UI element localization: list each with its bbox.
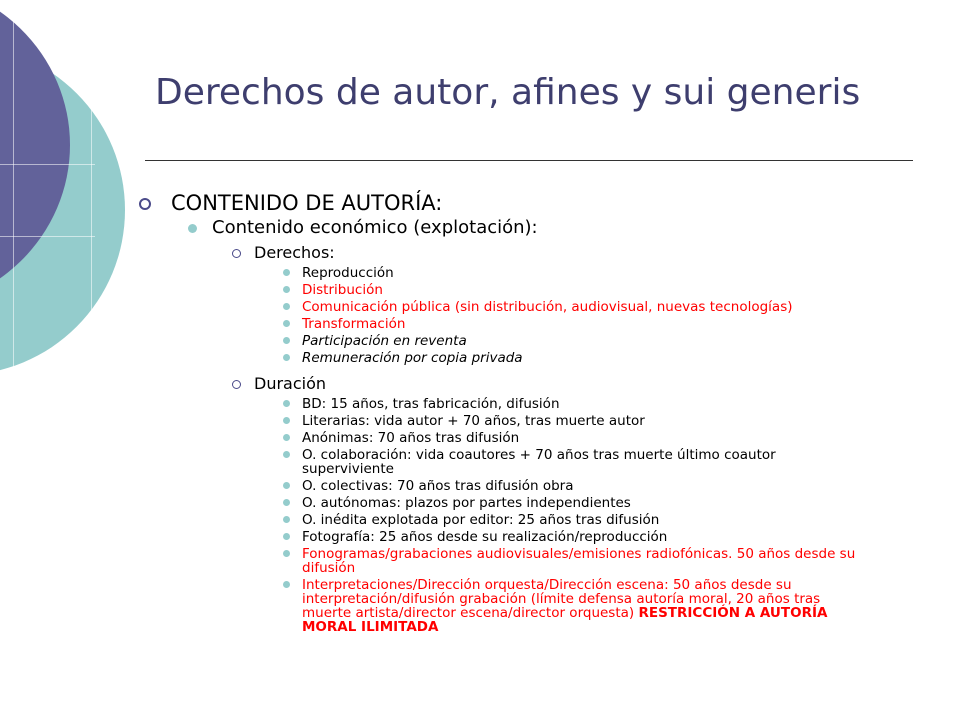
restriction-emphasis: RESTRICCIÓN A AUTORÍA MORAL ILIMITADA — [302, 605, 828, 635]
duracion-item-text: O. inédita explotada por editor: 25 años tras difusión — [302, 512, 660, 528]
decorative-line-vertical — [13, 0, 14, 380]
dot-bullet-icon — [283, 516, 290, 523]
dot-bullet-icon — [283, 269, 290, 276]
duracion-item — [135, 479, 862, 493]
duracion-item — [135, 530, 862, 544]
duracion-heading-text: Duración — [254, 374, 327, 393]
duracion-item-text: O. colaboración: vida coautores + 70 años tras muerte último coautor superviviente — [302, 447, 776, 477]
duracion-item — [135, 496, 862, 510]
derecho-item — [135, 283, 862, 297]
derecho-item-text: Transformación — [302, 316, 406, 332]
duracion-item — [135, 431, 862, 445]
derecho-item-text: Comunicación pública (sin distribución, audiovisual, nuevas tecnologías) — [302, 299, 793, 315]
dot-bullet-icon — [283, 286, 290, 293]
dot-bullet-icon — [283, 434, 290, 441]
dot-bullet-icon — [283, 417, 290, 424]
dot-bullet-icon — [283, 320, 290, 327]
dot-bullet-icon — [283, 451, 290, 458]
dot-bullet-icon — [283, 337, 290, 344]
derecho-item — [135, 351, 862, 365]
derecho-item-text: Participación en reventa — [302, 333, 467, 349]
slide-title: Derechos de autor, afines y sui generis — [155, 72, 861, 113]
derecho-item-text: Remuneración por copia privada — [302, 350, 523, 366]
duracion-item-text: O. colectivas: 70 años tras difusión obra — [302, 478, 574, 494]
derecho-item — [135, 266, 862, 280]
dot-bullet-icon — [283, 303, 290, 310]
bullet-level2-text: Contenido económico (explotación): — [212, 217, 538, 238]
duracion-item — [135, 547, 862, 575]
duracion-item-text: BD: 15 años, tras fabricación, difusión — [302, 396, 560, 412]
duracion-item — [135, 448, 862, 476]
duracion-item-text: Literarias: vida autor + 70 años, tras muerte autor — [302, 413, 645, 429]
decorative-line-horizontal — [0, 236, 95, 237]
derecho-item-text: Reproducción — [302, 265, 394, 281]
dot-bullet-icon — [283, 482, 290, 489]
derecho-item — [135, 300, 862, 314]
duracion-heading — [135, 373, 895, 394]
duracion-item-text: Fotografía: 25 años desde su realización/reproducción — [302, 529, 668, 545]
dot-bullet-icon — [283, 581, 290, 588]
ring-bullet-icon — [232, 380, 241, 389]
dot-bullet-icon — [188, 224, 197, 233]
dot-bullet-icon — [283, 550, 290, 557]
dot-bullet-icon — [283, 400, 290, 407]
duracion-item — [135, 397, 862, 411]
bullet-level1 — [135, 190, 895, 216]
dot-bullet-icon — [283, 499, 290, 506]
dot-bullet-icon — [283, 533, 290, 540]
decorative-line-vertical — [91, 0, 92, 380]
bullet-level2 — [135, 216, 895, 240]
bullet-level1-text: CONTENIDO DE AUTORÍA: — [171, 191, 443, 215]
decorative-line-horizontal — [0, 164, 95, 165]
duracion-item — [135, 578, 862, 634]
ring-bullet-icon — [139, 198, 151, 210]
slide-content — [135, 190, 895, 634]
duracion-item-text: O. autónomas: plazos por partes independientes — [302, 495, 631, 511]
dot-bullet-icon — [283, 354, 290, 361]
derechos-heading — [135, 242, 895, 263]
duracion-item — [135, 414, 862, 428]
derecho-item-text: Distribución — [302, 282, 383, 298]
duracion-item-text: Fonogramas/grabaciones audiovisuales/emisiones radiofónicas. 50 años desde su difusión — [302, 546, 856, 576]
duracion-item-text: Anónimas: 70 años tras difusión — [302, 430, 520, 446]
duracion-item — [135, 513, 862, 527]
derechos-heading-text: Derechos: — [254, 243, 335, 262]
ring-bullet-icon — [232, 249, 241, 258]
derecho-item — [135, 334, 862, 348]
duracion-item-text: Interpretaciones/Dirección orquesta/Dirección escena: 50 años desde su interpretación/difusión grabación (límite defensa autoría moral, 20 años tras muerte artista/director escena/director orquesta) — [302, 577, 821, 621]
derecho-item — [135, 317, 862, 331]
title-underline — [145, 160, 913, 161]
